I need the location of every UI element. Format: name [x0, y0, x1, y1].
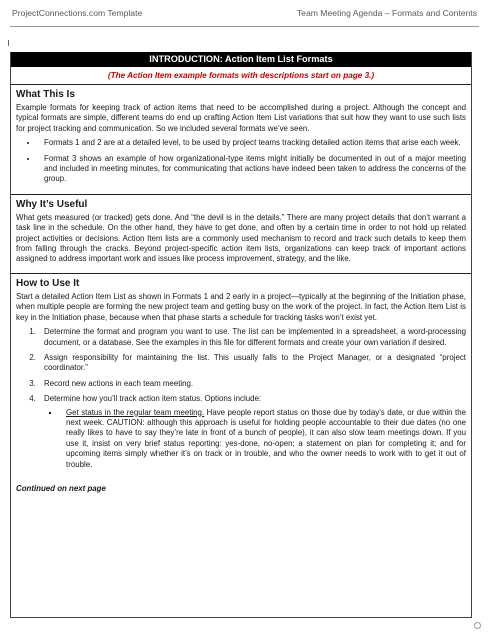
section-what-this-is — [11, 84, 471, 194]
how-step-4-text: Determine how you’ll track action item status. Options include: — [44, 394, 262, 404]
what-bullet-list — [16, 138, 466, 185]
status-option-team-meeting — [60, 408, 466, 470]
corner-mark — [474, 622, 481, 629]
status-option-text: Have people report status on those due by today’s date, or due within the next week. CAUTION: although this approach is useful for holding people accountable to their due dates (no one really likes to have to say they’re late in front of a bunch of people), it can also slow team meetings down. If you use it, insist on very brief status reporting: yes-done, no-open; a statement on plan for completing it; and for upcoming items simply whether it’s on track or in trouble, and who the owner needs to work with to get it out of trouble. — [66, 407, 466, 469]
how-step-3: 3. Record new actions in each team meeting. — [38, 379, 466, 389]
page-header — [12, 8, 477, 22]
what-paragraph: Example formats for keeping track of action items that need to be accomplished during a project. Although the concept and typical formats are simple, different teams do end up crafting Action Item List variations that suit how they want to use such lists for project tracking and communication. So we included several formats we’ve seen. — [16, 103, 466, 133]
section-title-what: What This Is — [16, 89, 75, 100]
crop-mark — [8, 40, 9, 46]
how-step-4 — [38, 394, 466, 470]
how-paragraph: Start a detailed Action Item List as shown in Formats 1 and 2 early in a project—typically at the beginning of the Initiation phase, when multiple people are forming the new project team and getting busy on the work of the project. In fact, the Action Item List is key in the Initiation phase, because when that phase starts a schedule for tracking tasks won’t exist yet. — [16, 291, 466, 322]
intro-subtitle: (The Action Item example formats with descriptions start on page 3.) — [107, 71, 375, 80]
how-step-2: 2. Assign responsibility for maintaining the list. This usually falls to the Project Manager, or a designated “project coordinator.” — [38, 353, 466, 374]
what-bullet-1: • Formats 1 and 2 are at a detailed level, to be used by project teams tracking detailed action items that arise each week. — [38, 138, 466, 148]
how-step-list — [16, 327, 466, 470]
header-document-title: Team Meeting Agenda – Formats and Contents — [296, 8, 477, 18]
status-option-lead: Get status in the regular team meeting. — [66, 407, 205, 417]
what-bullet-2: • Format 3 shows an example of how organizational-type items might initially be documented in out of a major meeting and included in meeting minutes, for communicating that actions have indeed been taken to address the concerns of the group. — [38, 154, 466, 185]
section-why-its-useful — [11, 194, 471, 273]
section-title-why: Why It’s Useful — [16, 198, 88, 210]
section-how-to-use-it — [11, 273, 471, 497]
why-paragraph: What gets measured (or tracked) gets done. And “the devil is in the details.” There are many project details that don’t warrant a task line in the schedule. On the other hand, they have to get done, and often by a certain time in order to not hold up related project activities or decisions. Action Item lists are a commonly used mechanism to record and track such details to keep them from falling through the cracks. Beyond project-specific action item lists, organizations can keep track of important actions assigned to address important work and issues like process improvement, strategy, and the like. — [16, 212, 466, 264]
section-title-how: How to Use It — [16, 277, 80, 289]
header-template-name: ProjectConnections.com Template — [12, 8, 143, 18]
header-divider — [10, 26, 479, 27]
intro-title: INTRODUCTION: Action Item List Formats — [11, 52, 471, 67]
document-frame — [10, 52, 472, 618]
how-step-1: 1. Determine the format and program you want to use. The list can be implemented in a spreadsheet, a word-processing document, or a database. See the examples in this file for different formats and create your own variation if desired. — [38, 327, 466, 348]
status-options-list — [44, 408, 466, 470]
continued-note: Continued on next page — [16, 483, 106, 493]
